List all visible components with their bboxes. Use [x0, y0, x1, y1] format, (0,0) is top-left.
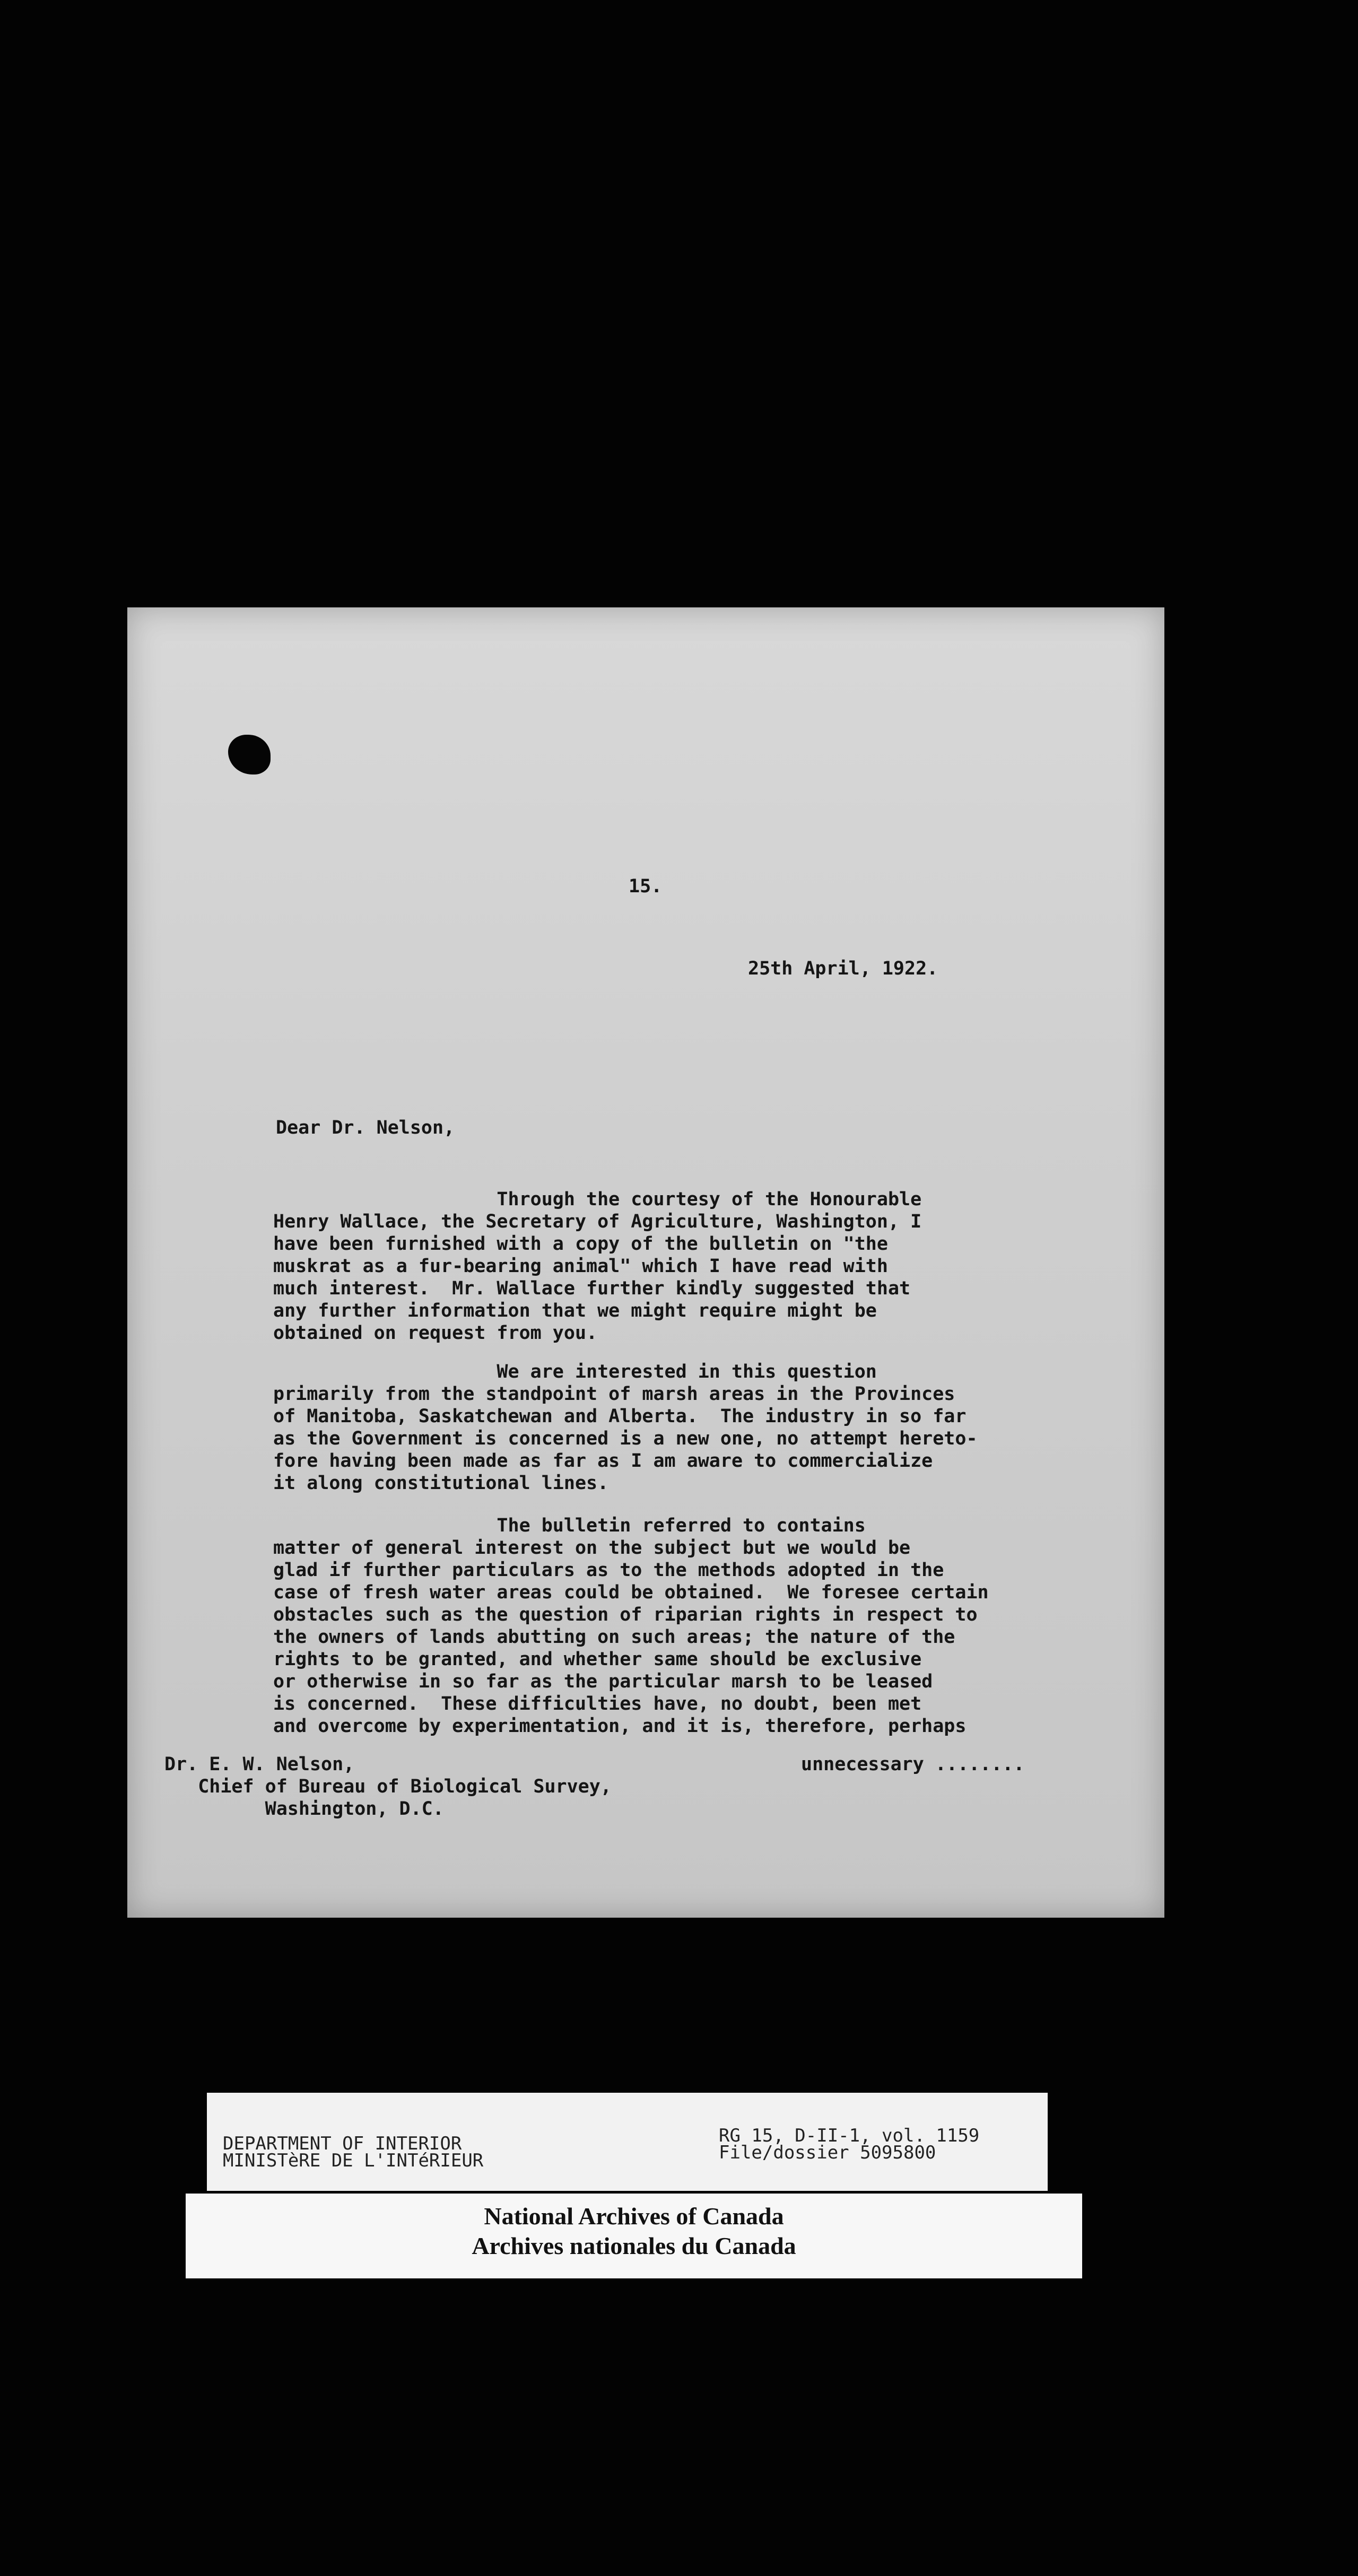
letter-paragraph-1: Through the courtesy of the Honourable Henry Wallace, the Secretary of Agriculture, Washington, I have been furnished with a copy of the bulletin on "the muskrat as a fur-bearing animal" which I have read with much interest. Mr. Wallace further kindly suggested that any further information that we might require might be obtained on request from you. — [273, 1189, 922, 1344]
page-number: 15. — [629, 876, 663, 897]
salutation: Dear Dr. Nelson, — [276, 1117, 455, 1138]
letter-paragraph-2: We are interested in this question primarily from the standpoint of marsh areas in the Provinces of Manitoba, Saskatchewan and Alberta. The industry in so far as the Government is concerned is a new one, no attempt hereto- fore having been made as far as I am aware to commercialize it along constitutional lines. — [273, 1361, 978, 1494]
archive-reference-label — [207, 2093, 1048, 2191]
archives-name-english: National Archives of Canada — [484, 2203, 784, 2230]
punch-hole — [228, 735, 271, 774]
continuation-mark: unnecessary ........ — [801, 1754, 1025, 1775]
department-name: DEPARTMENT OF INTERIOR MINISTèRE DE L'INTéRIEUR — [223, 2133, 484, 2171]
archives-name-french: Archives nationales du Canada — [472, 2232, 796, 2259]
file-reference: RG 15, D-II-1, vol. 1159 File/dossier 5095800 — [719, 2125, 980, 2163]
archives-credit-label — [186, 2194, 1082, 2278]
recipient-address: Dr. E. W. Nelson, Chief of Bureau of Biological Survey, Washington, D.C. — [164, 1754, 612, 1820]
letter-paragraph-3: The bulletin referred to contains matter of general interest on the subject but we would be glad if further particulars as to the methods adopted in the case of fresh water areas could be obtained. We foresee certain obstacles such as the question of riparian rights in respect to the owners of lands abutting on such areas; the nature of the rights to be granted, and whether same should be exclusive or otherwise in so far as the particular marsh to be leased is concerned. These difficulties have, no doubt, been met and overcome by experimentation, and it is, therefore, perhaps — [273, 1515, 989, 1737]
letter-date: 25th April, 1922. — [748, 958, 938, 979]
letter-page — [127, 607, 1164, 1918]
